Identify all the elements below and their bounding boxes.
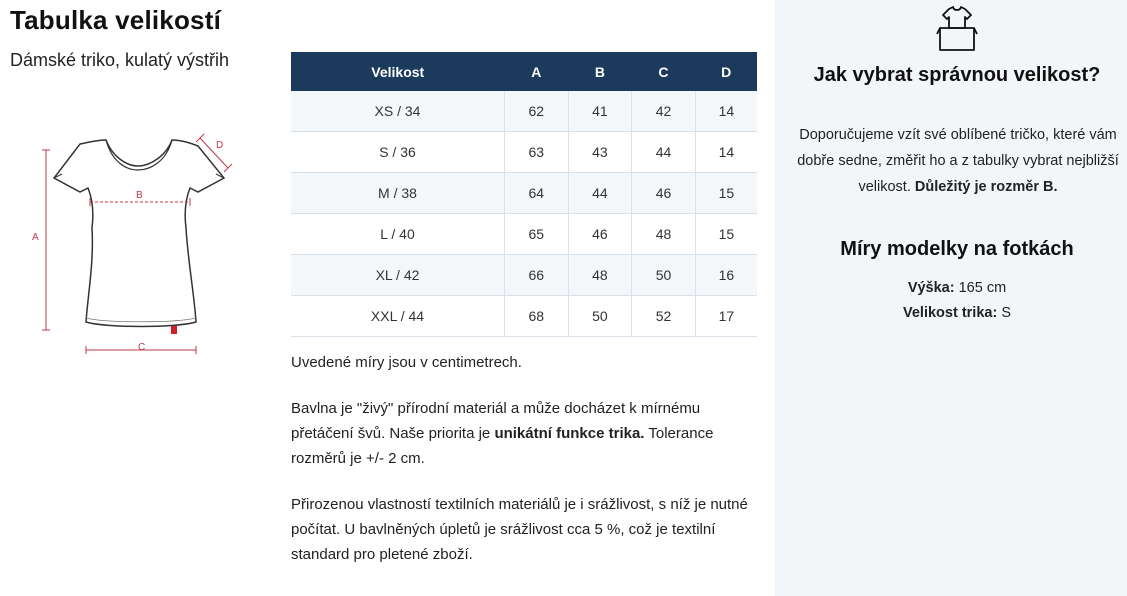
cell-a: 66 [505, 255, 569, 296]
cell-d: 15 [695, 214, 757, 255]
cell-size: M / 38 [291, 173, 505, 214]
cell-size: XL / 42 [291, 255, 505, 296]
cell-a: 64 [505, 173, 569, 214]
label-b: B [136, 190, 143, 201]
model-height-value: 165 cm [954, 280, 1007, 296]
cell-b: 48 [568, 255, 632, 296]
cell-size: L / 40 [291, 214, 505, 255]
col-header-size: Velikost [291, 52, 505, 91]
brand-tag [171, 326, 177, 334]
cell-c: 50 [632, 255, 696, 296]
howto-text-emphasis: Důležitý je rozměr B. [914, 179, 1058, 195]
cell-c: 52 [632, 296, 696, 337]
cell-a: 62 [505, 91, 569, 132]
model-size-label: Velikost trika: [903, 305, 998, 321]
cell-size: XS / 34 [291, 91, 505, 132]
col-header-a: A [505, 52, 569, 91]
label-c: C [138, 342, 146, 353]
cell-d: 14 [695, 132, 757, 173]
cell-b: 46 [568, 214, 632, 255]
tshirt-outline [54, 140, 224, 327]
size-table [291, 52, 757, 337]
cell-c: 44 [632, 132, 696, 173]
cell-d: 15 [695, 173, 757, 214]
label-d: D [216, 140, 224, 151]
model-height [775, 280, 1127, 296]
cell-c: 42 [632, 91, 696, 132]
howto-title: Jak vybrat správnou velikost? [813, 64, 1101, 86]
cell-size: XXL / 44 [291, 296, 505, 337]
table-row [291, 132, 757, 173]
note-units: Uvedené míry jsou v centimetrech. [291, 354, 522, 371]
cell-b: 44 [568, 173, 632, 214]
cell-a: 65 [505, 214, 569, 255]
table-row [291, 173, 757, 214]
col-header-c: C [632, 52, 696, 91]
page-title: Tabulka velikostí [10, 5, 221, 35]
note-shrinkage: Přirozenou vlastností textilních materiálů je i srážlivost, s níž je nutné počítat. U bavlněných úpletů je srážlivost cca 5 %, což je textilní standard pro pletené zboží. [291, 496, 748, 563]
cell-b: 50 [568, 296, 632, 337]
tshirt-box-icon [936, 6, 978, 52]
model-size-value: S [997, 305, 1011, 321]
cell-c: 46 [632, 173, 696, 214]
model-height-label: Výška: [907, 280, 955, 296]
cell-c: 48 [632, 214, 696, 255]
howto-panel [775, 0, 1127, 596]
cell-b: 41 [568, 91, 632, 132]
size-notes [291, 350, 761, 588]
product-subtitle: Dámské triko, kulatý výstřih [10, 50, 230, 70]
col-header-d: D [695, 52, 757, 91]
label-a: A [32, 232, 39, 243]
cell-d: 14 [695, 91, 757, 132]
howto-text: Doporučujeme vzít své oblíbené tričko, které vám dobře sedne, změřit ho a z tabulky vybrat nejbližší velikost. Důležitý je rozměr B. [797, 127, 1119, 195]
cell-a: 68 [505, 296, 569, 337]
cell-b: 43 [568, 132, 632, 173]
model-title: Míry modelky na fotkách [840, 238, 1074, 260]
cell-size: S / 36 [291, 132, 505, 173]
table-row [291, 214, 757, 255]
table-row [291, 91, 757, 132]
note-cotton: Bavlna je "živý" přírodní materiál a může docházet k mírnému přetáčení švů. Naše priorita je unikátní funkce trika. Tolerance rozměrů je +/- 2 cm. [291, 400, 714, 467]
tshirt-measurement-diagram [28, 132, 248, 362]
table-header-row [291, 52, 757, 91]
model-size [775, 305, 1127, 321]
cell-d: 17 [695, 296, 757, 337]
cell-a: 63 [505, 132, 569, 173]
table-row [291, 255, 757, 296]
table-row [291, 296, 757, 337]
cell-d: 16 [695, 255, 757, 296]
col-header-b: B [568, 52, 632, 91]
note-cotton-emphasis: unikátní funkce trika. [494, 425, 645, 442]
